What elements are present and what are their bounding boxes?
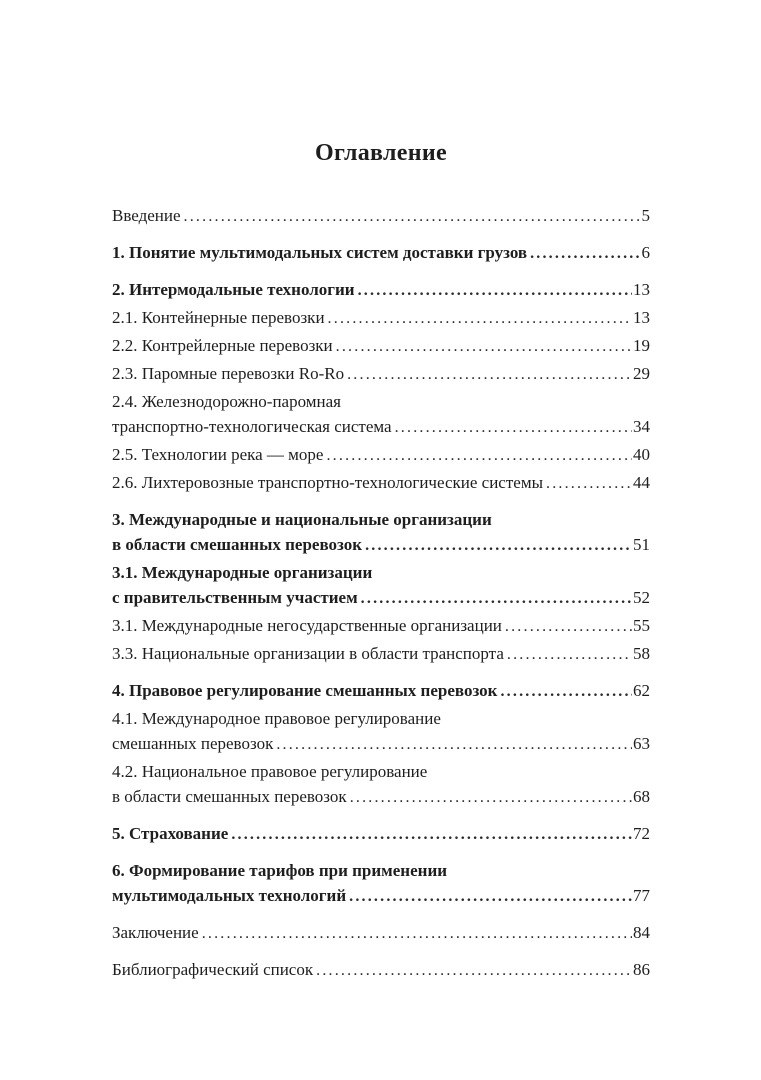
toc-entry-label: 2. Интермодальные технологии	[112, 280, 355, 299]
toc-entry	[112, 957, 650, 983]
dot-leader	[507, 641, 632, 667]
dot-leader	[328, 305, 632, 331]
dot-leader	[349, 883, 632, 909]
toc-entry-label: Введение	[112, 206, 181, 225]
toc-entry-label: транспортно-технологическая система	[112, 417, 392, 436]
dot-leader	[276, 731, 632, 757]
toc-entry-page-number: 40	[633, 445, 650, 464]
toc-entry	[112, 203, 650, 229]
toc-entry	[112, 507, 650, 558]
toc-entry-page-number: 29	[633, 364, 650, 383]
toc-entry	[112, 858, 650, 909]
toc-entry-label: 2.1. Контейнерные перевозки	[112, 308, 325, 327]
toc-entry	[112, 920, 650, 946]
toc-entry	[112, 305, 650, 331]
toc-entry-wrap-line: 3.1. Международные организации	[112, 563, 373, 582]
toc-entry-label: 2.3. Паромные перевозки Ro-Ro	[112, 364, 345, 383]
toc-entry-page-number: 84	[633, 923, 650, 942]
toc-entry-label: 3.3. Национальные организации в области транспорта	[112, 644, 504, 663]
dot-leader	[326, 442, 632, 468]
toc-entry	[112, 641, 650, 667]
dot-leader	[350, 784, 632, 810]
toc-entry	[112, 821, 650, 847]
toc-entry	[112, 706, 650, 757]
toc-entry-page-number: 51	[633, 535, 650, 554]
dot-leader	[347, 361, 632, 387]
toc-entry	[112, 759, 650, 810]
dot-leader	[358, 277, 632, 303]
toc-entry-page-number: 34	[633, 417, 650, 436]
toc-entry-page-number: 58	[633, 644, 650, 663]
toc-entry	[112, 240, 650, 266]
toc-entry-wrap-line: 4.2. Национальное правовое регулирование	[112, 762, 428, 781]
dot-leader	[500, 678, 632, 704]
toc-entry-page-number: 72	[633, 824, 650, 843]
toc-entry	[112, 442, 650, 468]
toc-entry-page-number: 19	[633, 336, 650, 355]
toc-entry	[112, 361, 650, 387]
toc-entry-label: 2.6. Лихтеровозные транспортно-технологические системы	[112, 473, 543, 492]
toc-entry-page-number: 68	[633, 787, 650, 806]
toc-entry-page-number: 6	[641, 243, 650, 262]
toc-entry-page-number: 5	[641, 206, 650, 225]
dot-leader	[184, 203, 641, 229]
toc-entry-label: с правительственным участием	[112, 588, 358, 607]
toc-entry-label: смешанных перевозок	[112, 734, 274, 753]
toc-entry-label: 4. Правовое регулирование смешанных перевозок	[112, 681, 498, 700]
dot-leader	[546, 470, 632, 496]
toc-entry-page-number: 13	[633, 280, 650, 299]
toc-entry-page-number: 44	[633, 473, 650, 492]
toc-entry-page-number: 55	[633, 616, 650, 635]
dot-leader	[395, 414, 632, 440]
toc-entry-wrap-line: 3. Международные и национальные организации	[112, 510, 492, 529]
toc-entry	[112, 389, 650, 440]
toc-entry-label: 5. Страхование	[112, 824, 229, 843]
toc-entry-page-number: 77	[633, 886, 650, 905]
toc-entry-label: 2.5. Технологии река — море	[112, 445, 324, 464]
toc-entry	[112, 678, 650, 704]
toc-entry-page-number: 63	[633, 734, 650, 753]
toc-entry	[112, 333, 650, 359]
toc-entry-page-number: 52	[633, 588, 650, 607]
toc-entry-wrap-line: 6. Формирование тарифов при применении	[112, 861, 448, 880]
toc-entry	[112, 560, 650, 611]
toc-list	[112, 203, 650, 983]
toc-entry-wrap-line: 2.4. Железнодорожно-паромная	[112, 392, 341, 411]
dot-leader	[231, 821, 632, 847]
toc-entry	[112, 470, 650, 496]
toc-entry-wrap-line: 4.1. Международное правовое регулирование	[112, 709, 441, 728]
toc-entry-label: Библиографический список	[112, 960, 314, 979]
toc-entry-label: 2.2. Контрейлерные перевозки	[112, 336, 333, 355]
dot-leader	[202, 920, 632, 946]
toc-entry-page-number: 62	[633, 681, 650, 700]
toc-entry-label: Заключение	[112, 923, 199, 942]
dot-leader	[336, 333, 632, 359]
toc-entry-label: 3.1. Международные негосударственные организации	[112, 616, 502, 635]
toc-entry-label: мультимодальных технологий	[112, 886, 347, 905]
toc-entry-page-number: 86	[633, 960, 650, 979]
toc-entry	[112, 613, 650, 639]
dot-leader	[530, 240, 640, 266]
dot-leader	[361, 585, 632, 611]
toc-entry-label: 1. Понятие мультимодальных систем доставки грузов	[112, 243, 528, 262]
page-title: Оглавление	[315, 140, 447, 166]
toc-entry	[112, 277, 650, 303]
dot-leader	[316, 957, 632, 983]
dot-leader	[505, 613, 632, 639]
toc-entry-label: в области смешанных перевозок	[112, 787, 347, 806]
toc-entry-page-number: 13	[633, 308, 650, 327]
toc-entry-label: в области смешанных перевозок	[112, 535, 363, 554]
dot-leader	[365, 532, 632, 558]
